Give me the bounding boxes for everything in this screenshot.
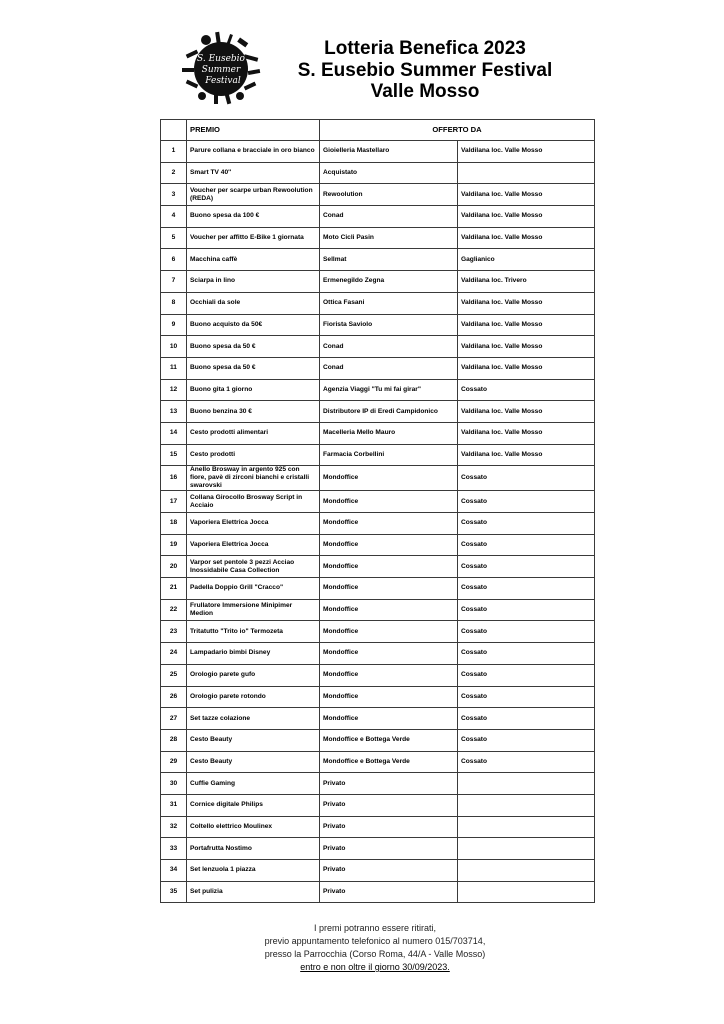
prize-donor: Rewoolution	[320, 184, 458, 206]
prize-name: Voucher per affitto E-Bike 1 giornata	[187, 227, 320, 249]
prize-number: 7	[161, 271, 187, 293]
prize-donor-location	[458, 816, 595, 838]
prize-donor-location: Cossato	[458, 466, 595, 491]
prize-name: Portafrutta Nostimo	[187, 838, 320, 860]
prize-number: 5	[161, 227, 187, 249]
prize-name: Frullatore Immersione Minipimer Medion	[187, 599, 320, 621]
prize-donor: Privato	[320, 773, 458, 795]
prize-donor: Conad	[320, 336, 458, 358]
prize-donor: Mondoffice	[320, 513, 458, 535]
prize-donor: Sellmat	[320, 249, 458, 271]
prize-name: Buono spesa da 50 €	[187, 357, 320, 379]
prize-donor-location	[458, 162, 595, 184]
table-row	[161, 379, 595, 401]
prize-name: Macchina caffè	[187, 249, 320, 271]
header-offerto: OFFERTO DA	[320, 120, 595, 141]
prize-number: 24	[161, 643, 187, 665]
prize-number: 20	[161, 556, 187, 578]
prize-number: 14	[161, 422, 187, 444]
prize-donor: Privato	[320, 816, 458, 838]
prize-donor-location: Gaglianico	[458, 249, 595, 271]
prize-donor-location: Valdilana loc. Valle Mosso	[458, 292, 595, 314]
prize-number: 2	[161, 162, 187, 184]
table-row	[161, 708, 595, 730]
prize-donor-location: Cossato	[458, 491, 595, 513]
prize-number: 11	[161, 357, 187, 379]
prize-donor-location: Cossato	[458, 599, 595, 621]
prize-donor-location: Cossato	[458, 578, 595, 600]
table-row	[161, 773, 595, 795]
prize-number: 3	[161, 184, 187, 206]
prize-donor: Mondoffice	[320, 621, 458, 643]
prize-number: 8	[161, 292, 187, 314]
pickup-note	[200, 922, 550, 974]
prize-donor: Mondoffice	[320, 556, 458, 578]
prize-number: 1	[161, 141, 187, 163]
prize-donor: Mondoffice	[320, 534, 458, 556]
prize-donor: Mondoffice	[320, 686, 458, 708]
prize-donor: Privato	[320, 860, 458, 882]
prize-name: Set tazze colazione	[187, 708, 320, 730]
table-row	[161, 162, 595, 184]
prize-donor-location: Cossato	[458, 513, 595, 535]
table-row	[161, 401, 595, 423]
logo-text-line2: Summer	[201, 65, 241, 75]
prize-name: Cesto prodotti	[187, 444, 320, 466]
prize-name: Smart TV 40''	[187, 162, 320, 184]
prize-donor: Mondoffice	[320, 708, 458, 730]
prize-donor-location: Cossato	[458, 556, 595, 578]
prize-donor-location: Valdilana loc. Valle Mosso	[458, 336, 595, 358]
prize-donor: Fiorista Saviolo	[320, 314, 458, 336]
prize-number: 15	[161, 444, 187, 466]
prize-name: Collana Girocollo Brosway Script in Acciaio	[187, 491, 320, 513]
prize-number: 29	[161, 751, 187, 773]
table-row	[161, 184, 595, 206]
prize-donor-location: Cossato	[458, 379, 595, 401]
prize-name: Varpor set pentole 3 pezzi Acciao Inossidabile Casa Collection	[187, 556, 320, 578]
prize-number: 6	[161, 249, 187, 271]
table-row	[161, 292, 595, 314]
prize-donor-location	[458, 860, 595, 882]
prize-donor: Conad	[320, 357, 458, 379]
prize-donor: Conad	[320, 206, 458, 228]
table-row	[161, 422, 595, 444]
title-line2: S. Eusebio Summer Festival	[297, 59, 553, 81]
prize-name: Cesto prodotti alimentari	[187, 422, 320, 444]
prize-donor: Mondoffice	[320, 491, 458, 513]
prize-name: Lampadario bimbi Disney	[187, 643, 320, 665]
prize-name: Buono gita 1 giorno	[187, 379, 320, 401]
prize-donor: Ermenegildo Zegna	[320, 271, 458, 293]
prize-donor-location: Valdilana loc. Valle Mosso	[458, 401, 595, 423]
prize-donor-location: Cossato	[458, 751, 595, 773]
prize-donor-location: Cossato	[458, 664, 595, 686]
prize-donor: Mondoffice e Bottega Verde	[320, 729, 458, 751]
table-row	[161, 621, 595, 643]
header-number-cell	[161, 120, 187, 141]
table-row	[161, 206, 595, 228]
prize-number: 21	[161, 578, 187, 600]
prize-name: Cesto Beauty	[187, 751, 320, 773]
prize-donor: Privato	[320, 881, 458, 903]
prize-donor: Macelleria Mello Mauro	[320, 422, 458, 444]
prize-name: Set lenzuola 1 piazza	[187, 860, 320, 882]
table-row	[161, 751, 595, 773]
table-row	[161, 249, 595, 271]
prize-name: Cornice digitale Philips	[187, 794, 320, 816]
prize-name: Orologio parete gufo	[187, 664, 320, 686]
prize-donor: Agenzia Viaggi "Tu mi fai girar"	[320, 379, 458, 401]
table-row	[161, 357, 595, 379]
prize-donor: Acquistato	[320, 162, 458, 184]
prize-donor: Ottica Fasani	[320, 292, 458, 314]
title-line3: Valle Mosso	[370, 81, 480, 102]
header-premio: PREMIO	[187, 120, 320, 141]
prize-donor-location	[458, 838, 595, 860]
table-row	[161, 794, 595, 816]
note-deadline: entro e non oltre il giorno 30/09/2023.	[300, 962, 450, 972]
prize-donor: Mondoffice	[320, 599, 458, 621]
prize-number: 19	[161, 534, 187, 556]
prize-donor-location	[458, 773, 595, 795]
prize-name: Cuffie Gaming	[187, 773, 320, 795]
prize-donor-location: Valdilana loc. Valle Mosso	[458, 314, 595, 336]
prize-number: 17	[161, 491, 187, 513]
prize-name: Padella Doppio Grill "Cracco"	[187, 578, 320, 600]
prize-donor-location: Cossato	[458, 686, 595, 708]
prize-name: Tritatutto "Trito io" Termozeta	[187, 621, 320, 643]
prize-name: Cesto Beauty	[187, 729, 320, 751]
prize-name: Buono spesa da 100 €	[187, 206, 320, 228]
prize-donor-location: Cossato	[458, 534, 595, 556]
table-row	[161, 513, 595, 535]
prize-donor-location: Valdilana loc. Valle Mosso	[458, 184, 595, 206]
table-row	[161, 578, 595, 600]
prize-table	[160, 119, 595, 903]
prize-donor-location: Cossato	[458, 643, 595, 665]
title-line1: Lotteria Benefica 2023	[324, 38, 526, 59]
prize-number: 28	[161, 729, 187, 751]
prize-number: 10	[161, 336, 187, 358]
table-row	[161, 444, 595, 466]
prize-number: 32	[161, 816, 187, 838]
table-row	[161, 466, 595, 491]
prize-donor-location: Valdilana loc. Valle Mosso	[458, 206, 595, 228]
prize-donor-location: Valdilana loc. Valle Mosso	[458, 357, 595, 379]
prize-donor: Privato	[320, 794, 458, 816]
table-row	[161, 816, 595, 838]
prize-name: Set pulizia	[187, 881, 320, 903]
prize-number: 23	[161, 621, 187, 643]
prize-name: Sciarpa in lino	[187, 271, 320, 293]
prize-donor-location: Cossato	[458, 621, 595, 643]
table-row	[161, 491, 595, 513]
prize-number: 26	[161, 686, 187, 708]
table-row	[161, 556, 595, 578]
prize-donor-location: Valdilana loc. Valle Mosso	[458, 422, 595, 444]
prize-name: Buono benzina 30 €	[187, 401, 320, 423]
note-line3: presso la Parrocchia (Corso Roma, 44/A - Valle Mosso)	[264, 949, 486, 959]
prize-number: 35	[161, 881, 187, 903]
table-row	[161, 643, 595, 665]
prize-donor-location	[458, 794, 595, 816]
table-row	[161, 729, 595, 751]
prize-donor-location: Valdilana loc. Valle Mosso	[458, 227, 595, 249]
prize-name: Coltello elettrico Moulinex	[187, 816, 320, 838]
prize-donor: Mondoffice	[320, 578, 458, 600]
prize-number: 33	[161, 838, 187, 860]
table-row	[161, 534, 595, 556]
table-row	[161, 664, 595, 686]
prize-number: 25	[161, 664, 187, 686]
prize-name: Orologio parete rotondo	[187, 686, 320, 708]
table-row	[161, 838, 595, 860]
note-line1: I premi potranno essere ritirati,	[313, 923, 437, 933]
table-row	[161, 227, 595, 249]
prize-donor: Mondoffice e Bottega Verde	[320, 751, 458, 773]
prize-donor: Distributore IP di Eredi Campidonico	[320, 401, 458, 423]
prize-number: 27	[161, 708, 187, 730]
prize-donor-location: Valdilana loc. Valle Mosso	[458, 141, 595, 163]
prize-name: Buono acquisto da 50€	[187, 314, 320, 336]
prize-name: Vaporiera Elettrica Jocca	[187, 513, 320, 535]
prize-number: 30	[161, 773, 187, 795]
prize-number: 16	[161, 466, 187, 491]
prize-donor: Mondoffice	[320, 664, 458, 686]
note-line2: previo appuntamento telefonico al numero 015/703714,	[264, 936, 486, 946]
prize-donor: Mondoffice	[320, 643, 458, 665]
logo-text-line1: S. Eusebio	[197, 54, 245, 64]
prize-name: Anello Brosway in argento 925 con fiore, pavè di zirconi bianchi e cristalli swarovski	[187, 466, 320, 491]
prize-number: 4	[161, 206, 187, 228]
prize-name: Occhiali da sole	[187, 292, 320, 314]
prize-name: Vaporiera Elettrica Jocca	[187, 534, 320, 556]
table-row	[161, 314, 595, 336]
table-row	[161, 336, 595, 358]
table-header-row	[161, 120, 595, 141]
festival-logo	[178, 30, 264, 106]
table-row	[161, 686, 595, 708]
table-row	[161, 881, 595, 903]
table-row	[161, 141, 595, 163]
table-row	[161, 599, 595, 621]
prize-name: Voucher per scarpe urban Rewoolution (REDA)	[187, 184, 320, 206]
prize-number: 12	[161, 379, 187, 401]
prize-number: 22	[161, 599, 187, 621]
prize-name: Buono spesa da 50 €	[187, 336, 320, 358]
prize-number: 18	[161, 513, 187, 535]
prize-donor-location: Cossato	[458, 729, 595, 751]
prize-number: 34	[161, 860, 187, 882]
prize-donor: Privato	[320, 838, 458, 860]
prize-donor: Farmacia Corbellini	[320, 444, 458, 466]
page-title	[280, 38, 570, 103]
logo-text-line3: Festival	[205, 76, 241, 86]
prize-donor-location	[458, 881, 595, 903]
prize-number: 31	[161, 794, 187, 816]
prize-donor: Moto Cicli Pasin	[320, 227, 458, 249]
prize-name: Parure collana e bracciale in oro bianco	[187, 141, 320, 163]
table-row	[161, 271, 595, 293]
table-row	[161, 860, 595, 882]
prize-donor-location: Cossato	[458, 708, 595, 730]
prize-donor-location: Valdilana loc. Valle Mosso	[458, 444, 595, 466]
prize-number: 13	[161, 401, 187, 423]
prize-donor: Mondoffice	[320, 466, 458, 491]
prize-donor: Gioielleria Mastellaro	[320, 141, 458, 163]
prize-donor-location: Valdilana loc. Trivero	[458, 271, 595, 293]
prize-number: 9	[161, 314, 187, 336]
